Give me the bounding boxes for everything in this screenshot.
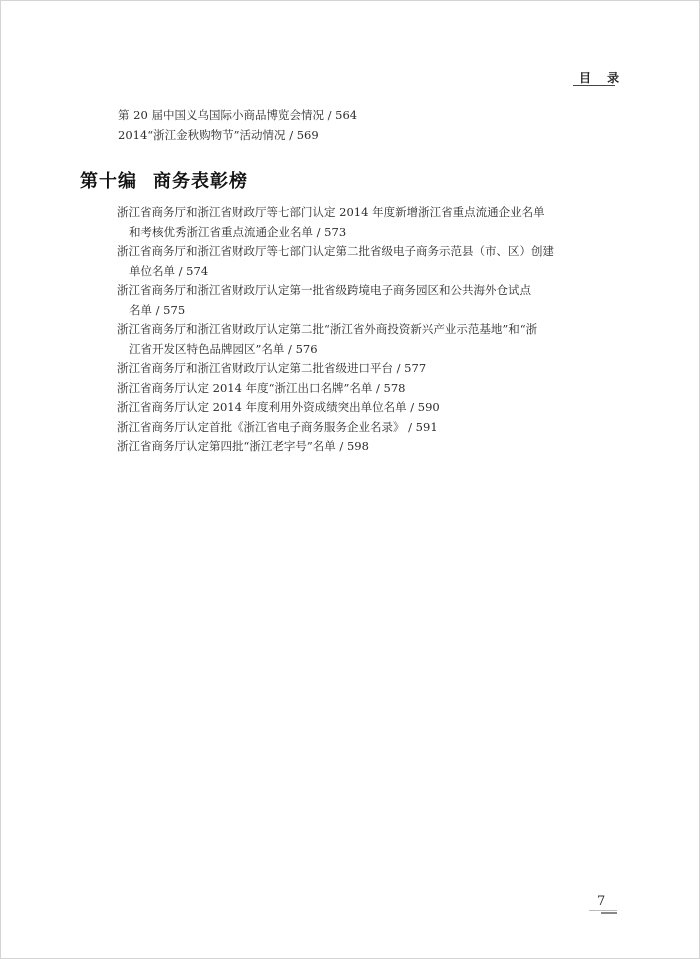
toc-entry-continuation: 江省开发区特色品牌园区”名单 / 576 [129, 341, 318, 356]
section-toc-entries [117, 203, 577, 457]
toc-entry-continuation: 名单 / 575 [129, 302, 186, 317]
toc-entry[interactable] [117, 320, 577, 359]
toc-entry-line: 浙江省商务厅和浙江省财政厅认定第一批省级跨境电子商务园区和公共海外仓试点 [117, 283, 531, 297]
toc-entry-page: / 564 [327, 108, 358, 122]
previous-toc-entries [118, 106, 578, 145]
toc-entry-continuation: 和考核优秀浙江省重点流通企业名单 / 573 [129, 224, 347, 239]
section-number: 第十编 [80, 171, 137, 192]
toc-entry-continuation: 单位名单 / 574 [129, 263, 209, 278]
toc-entry[interactable] [117, 242, 577, 281]
toc-entry-line: 浙江省商务厅和浙江省财政厅认定第二批“浙江省外商投资新兴产业示范基地”和“浙 [117, 322, 538, 336]
toc-entry[interactable] [117, 379, 577, 399]
header-rule [573, 85, 615, 86]
toc-entry[interactable] [118, 106, 578, 126]
toc-entry[interactable] [117, 398, 577, 418]
footer-rule-accent [601, 912, 617, 914]
toc-entry-line: 浙江省商务厅认定 2014 年度“浙江出口名牌”名单 / 578 [117, 380, 406, 395]
running-header: 目 录 [579, 71, 626, 85]
toc-entry-title: 2014“浙江金秋购物节”活动情况 [118, 127, 286, 142]
toc-entry-line: 浙江省商务厅认定 2014 年度利用外资成绩突出单位名单 / 590 [117, 400, 440, 414]
toc-entry-line: 浙江省商务厅和浙江省财政厅认定第二批省级进口平台 / 577 [117, 361, 427, 375]
toc-entry[interactable] [117, 203, 577, 242]
toc-entry-page: / 569 [289, 127, 319, 142]
toc-entry[interactable] [117, 418, 577, 438]
toc-entry-title: 第 20 届中国义乌国际小商品博览会情况 [118, 108, 324, 122]
toc-entry-line: 浙江省商务厅认定首批《浙江省电子商务服务企业名录》 / 591 [117, 419, 438, 434]
toc-entry[interactable] [117, 281, 577, 320]
toc-entry[interactable] [117, 359, 577, 379]
page-number: 7 [597, 894, 606, 909]
footer-rule [589, 910, 617, 911]
toc-entry[interactable] [118, 126, 578, 146]
toc-entry-line: 浙江省商务厅和浙江省财政厅等七部门认定第二批省级电子商务示范县（市、区）创建 [117, 244, 554, 258]
section-heading [80, 167, 248, 193]
section-title: 商务表彰榜 [153, 171, 248, 192]
toc-entry-line: 浙江省商务厅认定第四批“浙江老字号”名单 / 598 [117, 439, 369, 453]
toc-entry-line: 浙江省商务厅和浙江省财政厅等七部门认定 2014 年度新增浙江省重点流通企业名单 [117, 205, 545, 219]
toc-entry[interactable] [117, 437, 577, 457]
